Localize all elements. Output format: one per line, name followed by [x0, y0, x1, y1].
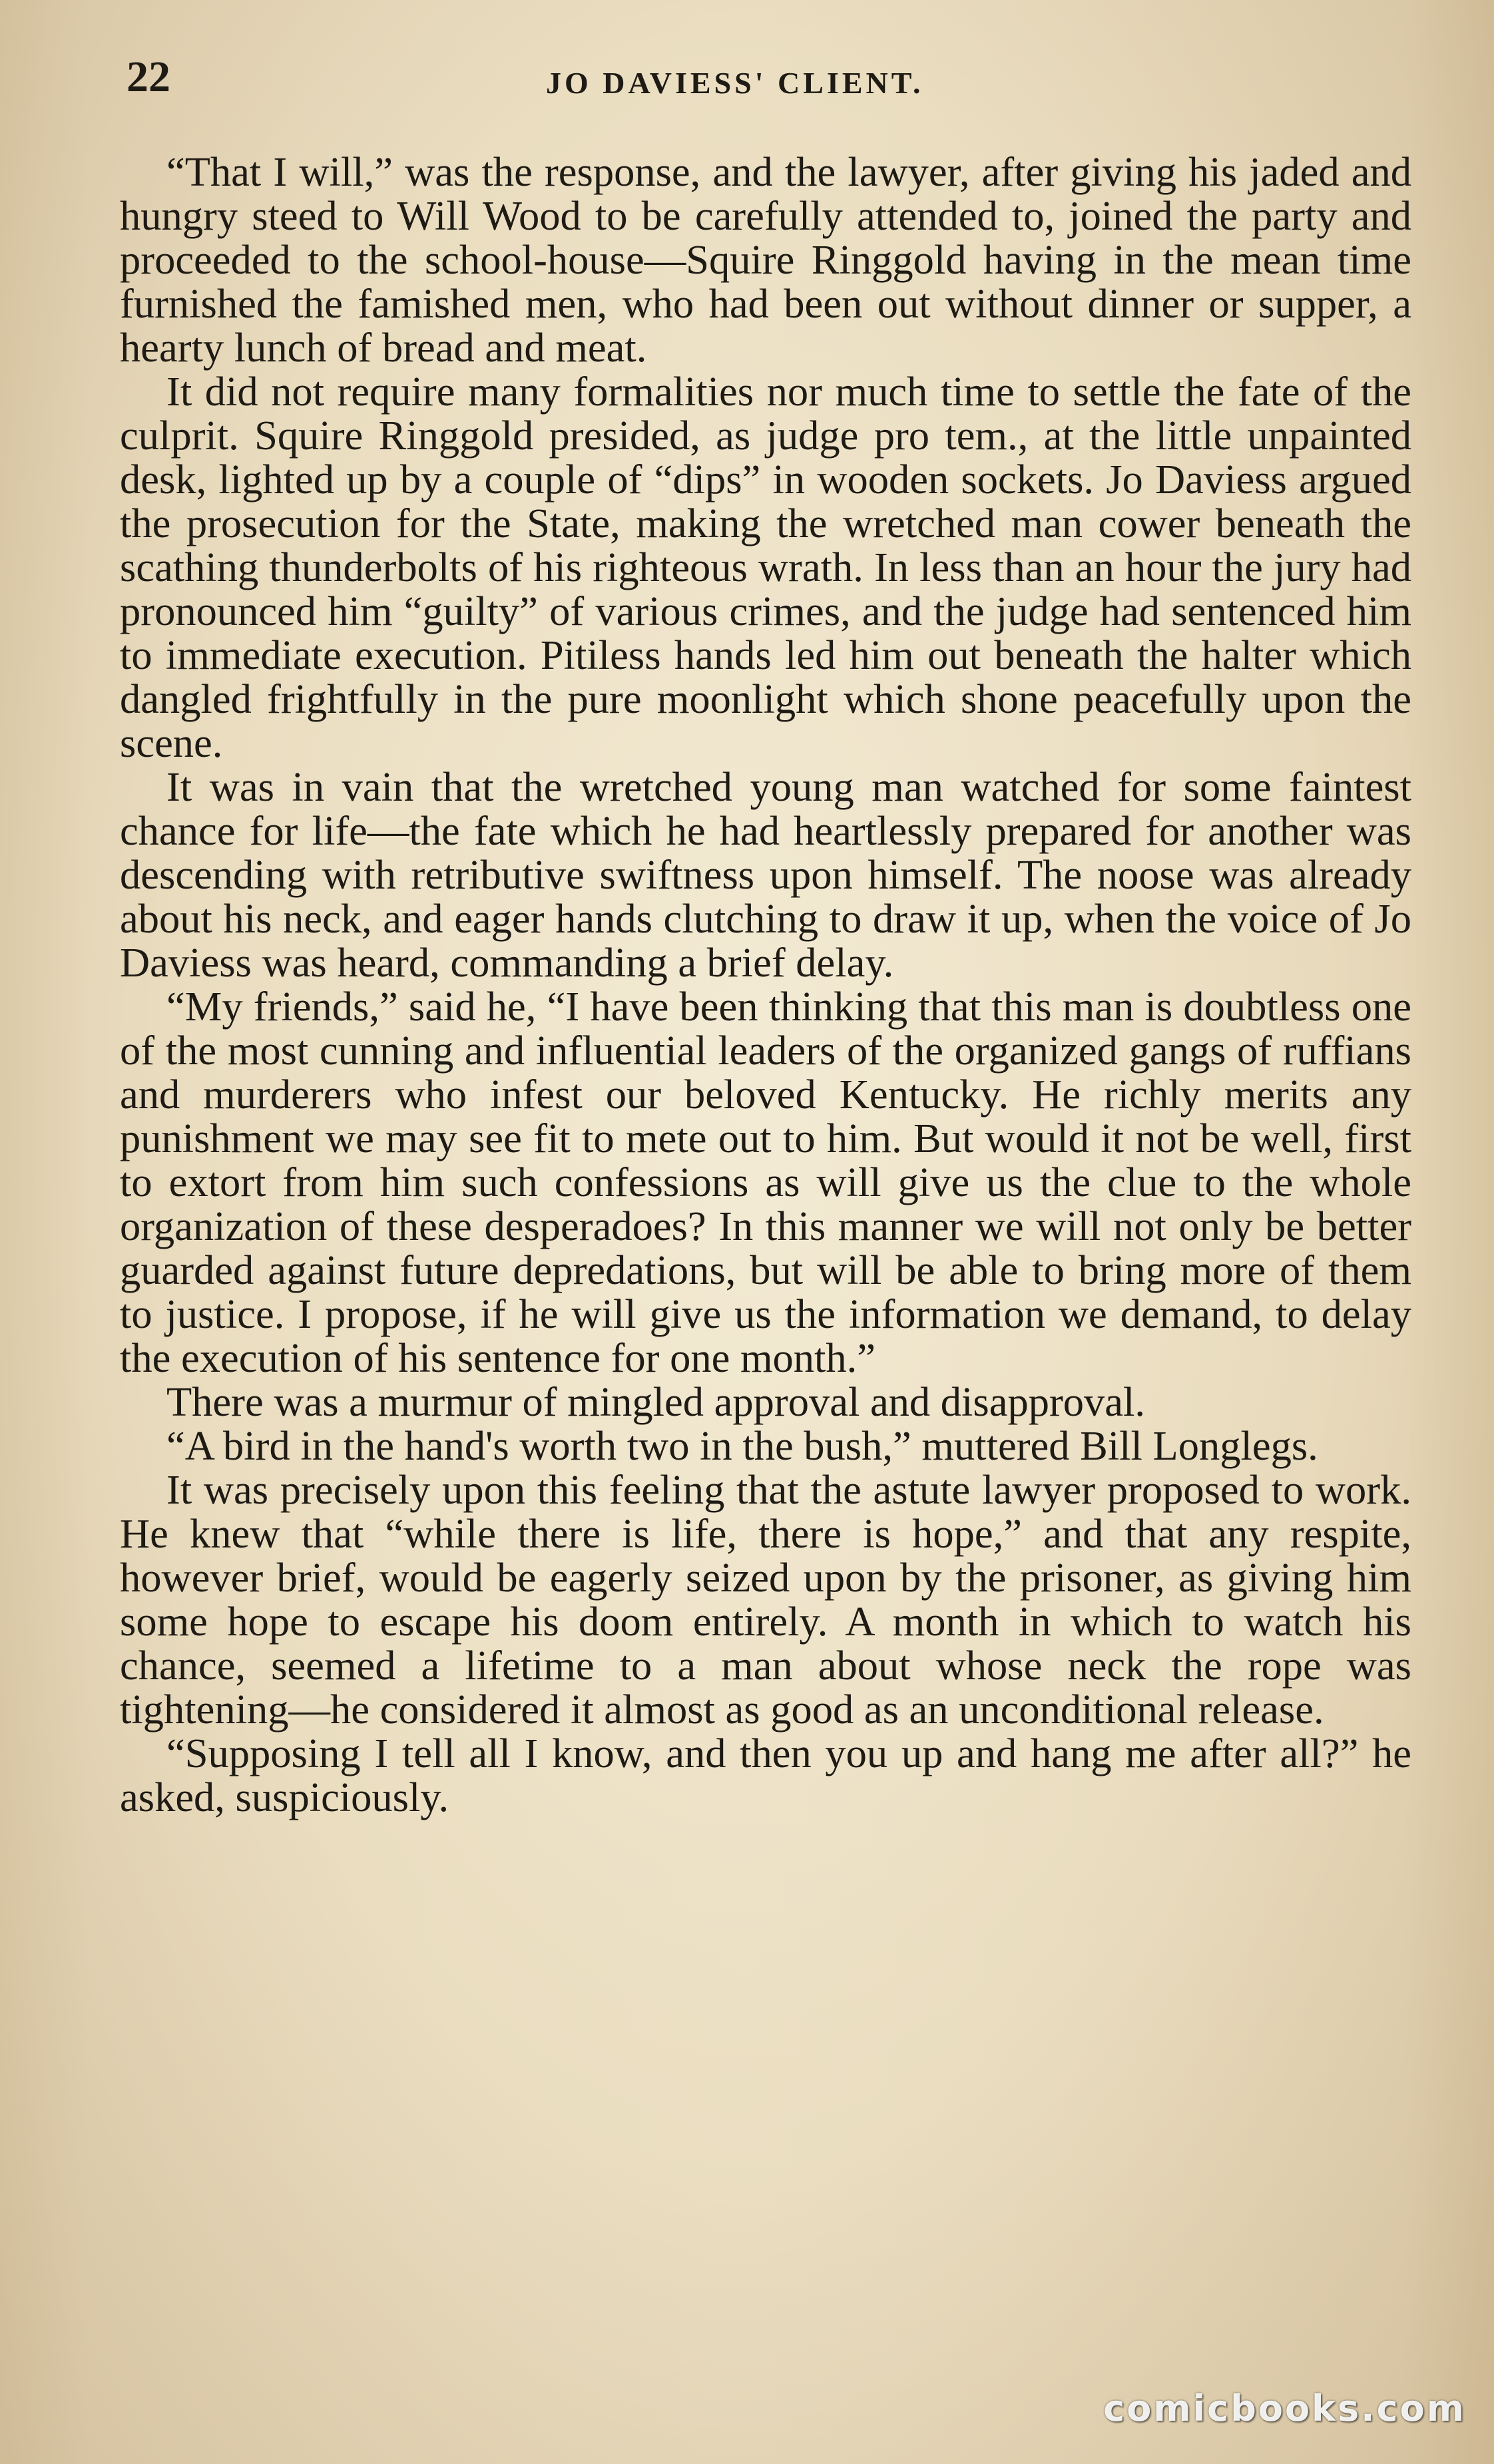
body-text [120, 150, 1411, 1819]
watermark: comicbooks.com [1103, 2387, 1466, 2429]
show-through-text [100, 2230, 1407, 2310]
page-header [126, 47, 1401, 106]
paragraph: It was precisely upon this feeling that the astute lawyer proposed to work. He knew that “while there is life, there is hope,” and that any respite, however brief, would be eagerly seized upon by the prisoner, as giving him some hope to escape his doom entirely. A month in which to watch his chance, seemed a lifetime to a man about whose neck the rope was tightening—he considered it almost as good as an unconditional release. [120, 1466, 1411, 1733]
paragraph: There was a murmur of mingled approval and disapproval. [166, 1378, 1146, 1425]
paragraph: “That I will,” was the response, and the lawyer, after giving his jaded and hungry steed to Will Wood to be carefully attended to, joined the party and proceeded to the school-house—Squire Ringgold having in the mean time furnished the famished men, who had been out without dinner or supper, a hearty lunch of bread and meat. [120, 148, 1411, 371]
paragraph: “Supposing I tell all I know, and then you up and hang me after all?” he asked, suspiciously. [120, 1730, 1411, 1820]
running-head: JO DAVIESS' CLIENT. [546, 66, 924, 100]
paragraph: “A bird in the hand's worth two in the bush,” muttered Bill Longlegs. [166, 1422, 1318, 1469]
paragraph: It did not require many formalities nor much time to settle the fate of the culprit. Squire Ringgold presided, as judge pro tem., at the little unpainted desk, lighted up by a couple of “dips” in wooden sockets. Jo Daviess argued the prosecution for the State, making the wretched man cower beneath the scathing thunderbolts of his righteous wrath. In less than an hour the jury had pronounced him “guilty” of various crimes, and the judge had sentenced him to immediate execution. Pitiless hands led him out beneath the halter which dangled frightfully in the pure moonlight which shone peacefully upon the scene. [120, 368, 1411, 766]
paragraph: “My friends,” said he, “I have been thinking that this man is doubtless one of the most cunning and influential leaders of the organized gangs of ruffians and murderers who infest our beloved Kentucky. He richly merits any punishment we may see fit to mete out to him. But would it not be well, first to extort from him such confessions as will give us the clue to the whole organization of these desperadoes? In this manner we will not only be better guarded against future depredations, but will be able to bring more of them to justice. I propose, if he will give us the information we demand, to delay the execution of his sentence for one month.” [120, 983, 1411, 1381]
page-number: 22 [126, 53, 170, 101]
paragraph: It was in vain that the wretched young man watched for some faintest chance for life—the fate which he had heartlessly prepared for another was descending with retributive swiftness upon himself. The noose was already about his neck, and eager hands clutching to draw it up, when the voice of Jo Daviess was heard, commanding a brief delay. [120, 763, 1411, 986]
